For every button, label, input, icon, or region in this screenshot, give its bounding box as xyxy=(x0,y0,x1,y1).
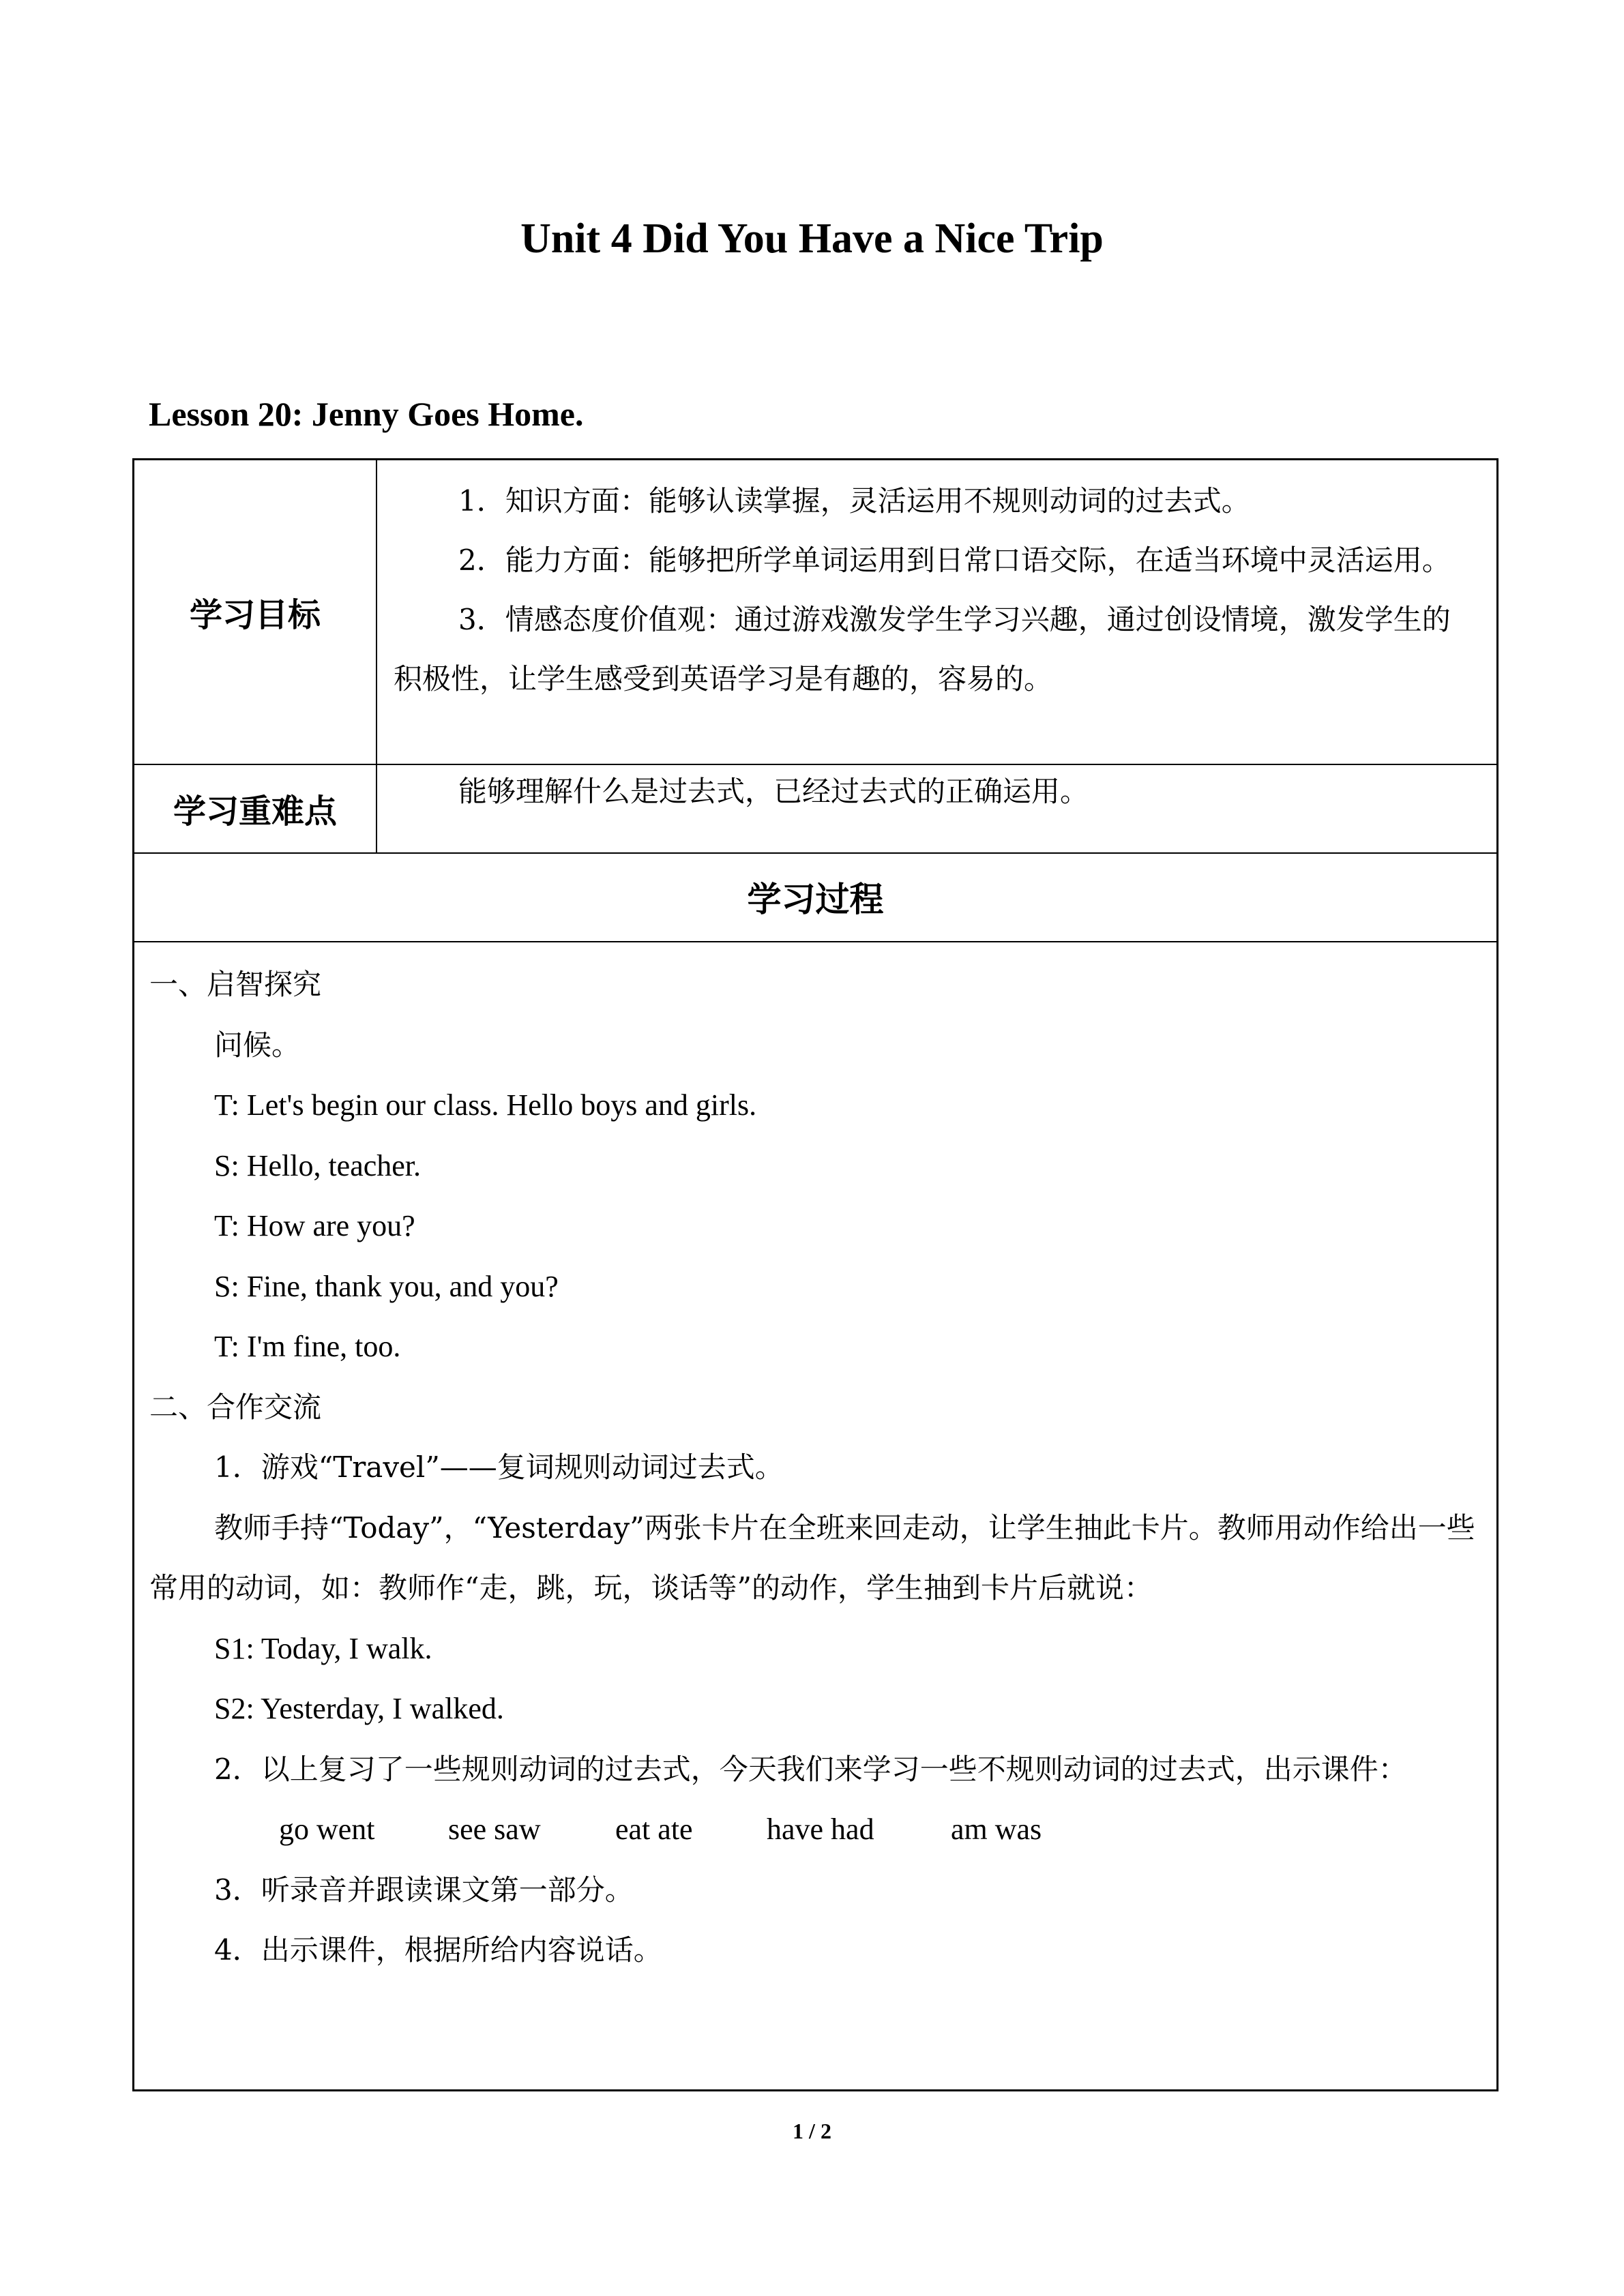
dialogue-line: T: Let's begin our class. Hello boys and girls. xyxy=(214,1088,757,1122)
section-intro: 问候。 xyxy=(214,1028,301,1062)
process-content xyxy=(149,955,1483,1981)
vocab-item: see saw xyxy=(448,1813,541,1846)
objectives-content xyxy=(394,471,1478,709)
page-number: 1 / 2 xyxy=(793,2119,831,2143)
step-text: 1．游戏“Travel”——复词规则动词过去式。 xyxy=(214,1450,784,1484)
process-heading: 学习过程 xyxy=(747,880,884,919)
objectives-label: 学习目标 xyxy=(189,596,321,634)
dialogue-line: S: Hello, teacher. xyxy=(214,1148,422,1182)
column-divider xyxy=(376,460,377,852)
example-line: S1: Today, I walk. xyxy=(214,1631,432,1665)
row-divider xyxy=(134,941,1496,942)
vocab-item: eat ate xyxy=(615,1813,693,1846)
lesson-plan-table xyxy=(132,458,1498,2091)
example-line: S2: Yesterday, I walked. xyxy=(214,1692,504,1725)
step-text: 2．以上复习了一些规则动词的过去式，今天我们来学习一些不规则动词的过去式，出示课件： xyxy=(214,1752,1407,1786)
vocab-item: am was xyxy=(951,1813,1042,1846)
section-title: 一、启智探究 xyxy=(149,968,322,1001)
dialogue-line: T: How are you? xyxy=(214,1209,415,1242)
vocab-item: go went xyxy=(279,1813,375,1846)
objective-item: 3．情感态度价值观：通过游戏激发学生学习兴趣，通过创设情境，激发学生的积极性，让学生感受到英语学习是有趣的，容易的。 xyxy=(394,603,1451,696)
step-text: 3．听录音并跟读课文第一部分。 xyxy=(214,1873,634,1907)
step-description: 教师手持“Today”，“Yesterday”两张卡片在全班来回走动，让学生抽此卡片。教师用动作给出一些常用的动词，如：教师作“走，跳，玩，谈话等”的动作，学生抽到卡片后就说： xyxy=(149,1510,1475,1605)
objective-item: 2．能力方面：能够把所学单词运用到日常口语交际，在适当环境中灵活运用。 xyxy=(458,543,1451,577)
vocab-list xyxy=(149,1800,1483,1860)
lesson-heading: Lesson 20: Jenny Goes Home. xyxy=(149,395,584,433)
document-title: Unit 4 Did You Have a Nice Trip xyxy=(520,215,1104,262)
dialogue-line: S: Fine, thank you, and you? xyxy=(214,1269,559,1303)
step-text: 4．出示课件，根据所给内容说话。 xyxy=(214,1933,662,1967)
dialogue-line: T: I'm fine, too. xyxy=(214,1330,401,1363)
key-points-label: 学习重难点 xyxy=(173,792,337,831)
section-title: 二、合作交流 xyxy=(149,1390,322,1424)
objective-item: 1．知识方面：能够认读掌握，灵活运用不规则动词的过去式。 xyxy=(458,484,1250,518)
vocab-item: have had xyxy=(767,1813,874,1846)
key-points-text: 能够理解什么是过去式，已经过去式的正确运用。 xyxy=(458,775,1089,808)
